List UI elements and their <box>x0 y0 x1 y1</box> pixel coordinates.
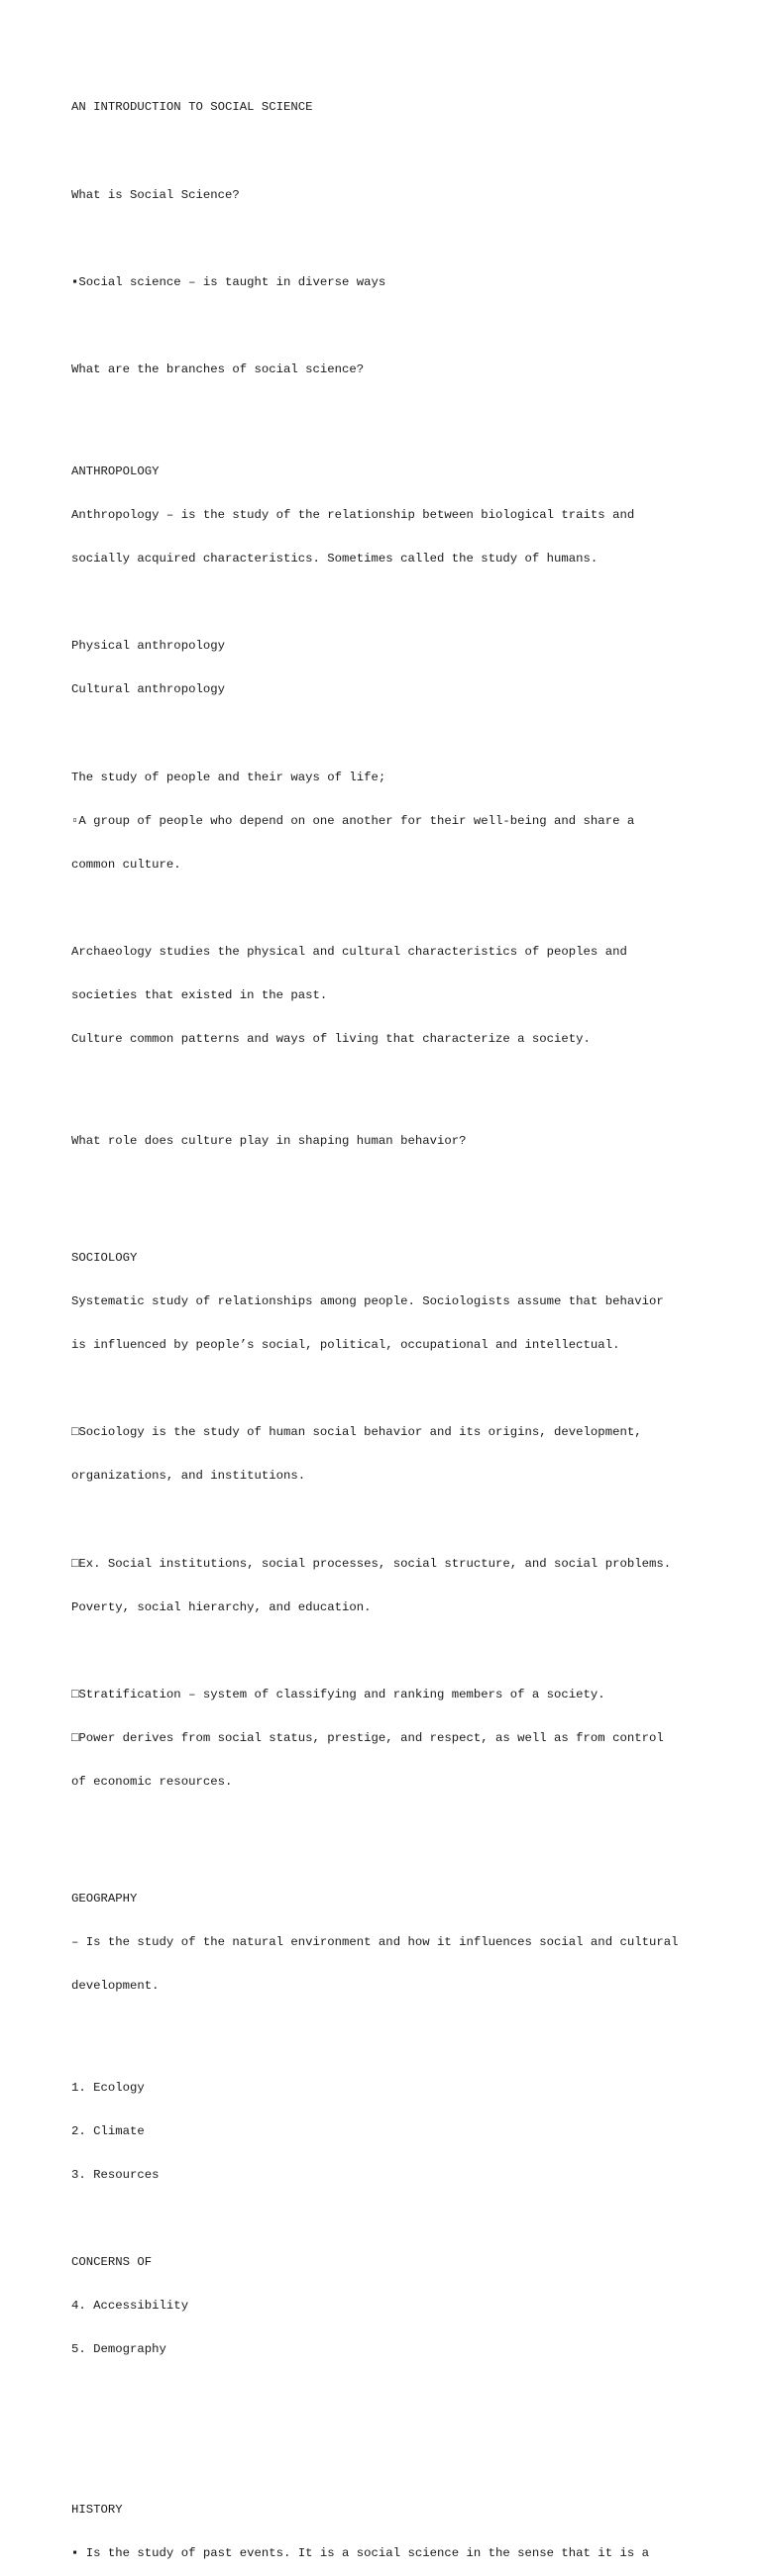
power-line: □Power derives from social status, prestige, and respect, as well as from control <box>71 1730 664 1745</box>
geography-definition-line: development. <box>71 1978 160 1993</box>
social-science-definition: ▪Social science – is taught in diverse ways <box>71 274 386 289</box>
anthropology-definition-line: Anthropology – is the study of the relationship between biological traits and <box>71 508 635 523</box>
sociology-paragraph-line: Poverty, social hierarchy, and education. <box>71 1599 372 1614</box>
list-item: 3. Resources <box>71 2168 160 2183</box>
list-item: 2. Climate <box>71 2123 145 2138</box>
anthropology-definition-line: socially acquired characteristics. Sometimes called the study of humans. <box>71 552 598 567</box>
list-item: 5. Demography <box>71 2342 166 2357</box>
anthropology-heading: ANTHROPOLOGY <box>71 464 160 478</box>
geography-definition-line: – Is the study of the natural environment and how it influences social and cultural <box>71 1934 679 1949</box>
anthropology-study-line: ▫A group of people who depend on one another for their well-being and share a <box>71 813 635 828</box>
history-definition-line: ▪ Is the study of past events. It is a social science in the sense that it is a <box>71 2546 649 2561</box>
list-item: 1. Ecology <box>71 2080 145 2095</box>
sociology-paragraph-line: □Sociology is the study of human social behavior and its origins, development, <box>71 1425 642 1440</box>
geography-heading: GEOGRAPHY <box>71 1891 138 1906</box>
document-page <box>71 71 725 2576</box>
question-branches: What are the branches of social science? <box>71 362 365 377</box>
sociology-paragraph-line: organizations, and institutions. <box>71 1469 306 1484</box>
question-culture-role: What role does culture play in shaping human behavior? <box>71 1134 467 1149</box>
question-what-is-social-science: What is Social Science? <box>71 187 240 202</box>
list-item: 4. Accessibility <box>71 2299 189 2314</box>
concerns-heading: CONCERNS OF <box>71 2255 153 2270</box>
anthropology-study-line: The study of people and their ways of life; <box>71 770 386 784</box>
power-line: of economic resources. <box>71 1775 233 1790</box>
history-heading: HISTORY <box>71 2503 123 2518</box>
archaeology-line: societies that existed in the past. <box>71 988 328 1003</box>
sociology-heading: SOCIOLOGY <box>71 1250 138 1265</box>
sociology-definition-line: is influenced by people’s social, political, occupational and intellectual. <box>71 1338 620 1353</box>
stratification-line: □Stratification – system of classifying and ranking members of a society. <box>71 1687 605 1701</box>
anthropology-subfield: Cultural anthropology <box>71 682 225 697</box>
sociology-definition-line: Systematic study of relationships among people. Sociologists assume that behavior <box>71 1293 664 1308</box>
anthropology-subfield: Physical anthropology <box>71 639 225 654</box>
sociology-paragraph-line: □Ex. Social institutions, social processes, social structure, and social problems. <box>71 1556 672 1571</box>
document-title: AN INTRODUCTION TO SOCIAL SCIENCE <box>71 100 313 115</box>
anthropology-study-line: common culture. <box>71 857 181 872</box>
archaeology-line: Archaeology studies the physical and cultural characteristics of peoples and <box>71 945 627 960</box>
culture-definition-line: Culture common patterns and ways of living that characterize a society. <box>71 1032 591 1047</box>
